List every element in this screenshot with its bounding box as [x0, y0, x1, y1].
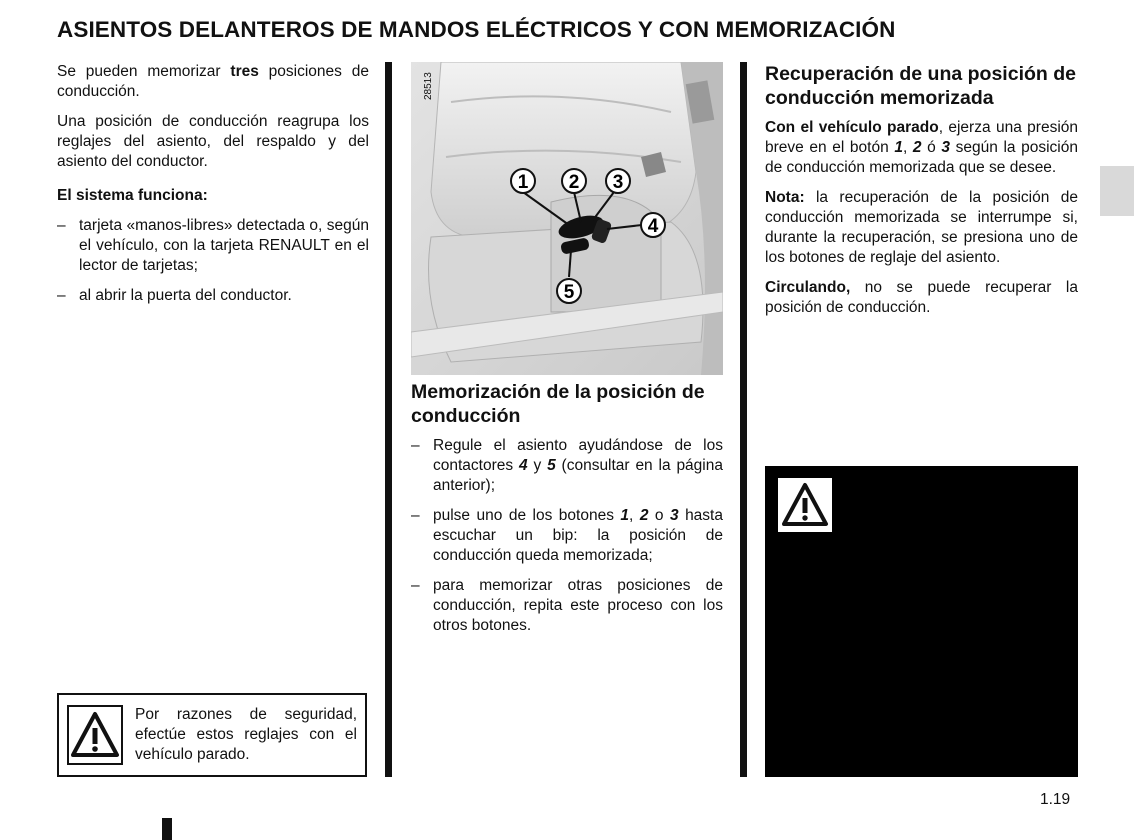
svg-text:3: 3	[612, 172, 624, 193]
driving-paragraph: Circulando, no se puede recuperar la posición de conducción.	[765, 279, 1078, 316]
section-tab	[1100, 166, 1134, 216]
safety-warning-text: Por razones de seguridad, efectúe estos reglajes con el vehículo parado.	[135, 706, 357, 763]
note-paragraph: Nota: la recuperación de la posición de conducción memorizada se interrumpe si, durante la recuperación, se presiona uno de los botones de reglaje del asiento.	[765, 189, 1078, 266]
left-column	[57, 62, 369, 316]
crop-mark	[162, 818, 172, 840]
column-divider	[385, 62, 392, 777]
safety-warning-box	[57, 693, 367, 777]
svg-text:2: 2	[568, 172, 580, 193]
system-heading: El sistema funciona:	[57, 187, 208, 204]
list-item: – tarjeta «manos-libres» detectada o, según el vehículo, con la tarjeta RENAULT en el lector de tarjetas;	[57, 217, 369, 274]
svg-text:5: 5	[563, 282, 575, 303]
seat-controls-illustration	[411, 62, 723, 375]
right-column	[765, 62, 1078, 328]
warning-triangle-icon	[67, 705, 123, 765]
page-number: 1.19	[1040, 791, 1071, 808]
definition-paragraph: Una posición de conducción reagrupa los reglajes del asiento, del respaldo y del asiento del conductor.	[57, 113, 369, 170]
list-item: – al abrir la puerta del conductor.	[57, 287, 292, 304]
list-item: – Regule el asiento ayudándose de los contactores 4 y 5 (consultar en la página anterior);	[411, 437, 723, 494]
list-item: – pulse uno de los botones 1, 2 o 3 hasta escuchar un bip: la posición de conducción queda memorizada;	[411, 507, 723, 564]
warning-triangle-icon	[778, 478, 832, 532]
svg-text:1: 1	[517, 172, 529, 193]
page-title: ASIENTOS DELANTEROS DE MANDOS ELÉCTRICOS Y CON MEMORIZACIÓN	[57, 17, 896, 42]
callout-4	[641, 213, 665, 237]
callout-1	[511, 169, 535, 193]
recovery-heading: Recuperación de una posición de conducción memorizada	[765, 63, 1076, 109]
recovery-paragraph: Con el vehículo parado, ejerza una presión breve en el botón 1, 2 ó 3 según la posición de conducción memorizada que se desee.	[765, 119, 1079, 176]
figure-reference: 28513	[423, 72, 434, 100]
list-item: – para memorizar otras posiciones de conducción, repita este proceso con los otros botones.	[411, 577, 723, 634]
callout-5	[557, 279, 581, 303]
callout-3	[606, 169, 630, 193]
callout-2	[562, 169, 586, 193]
column-divider	[740, 62, 747, 777]
svg-text:4: 4	[647, 216, 659, 237]
middle-column	[411, 380, 723, 646]
memorization-heading: Memorización de la posición de conducción	[411, 381, 705, 427]
intro-paragraph: Se pueden memorizar tres posiciones de conducción.	[57, 63, 369, 100]
warning-panel	[765, 466, 1078, 777]
